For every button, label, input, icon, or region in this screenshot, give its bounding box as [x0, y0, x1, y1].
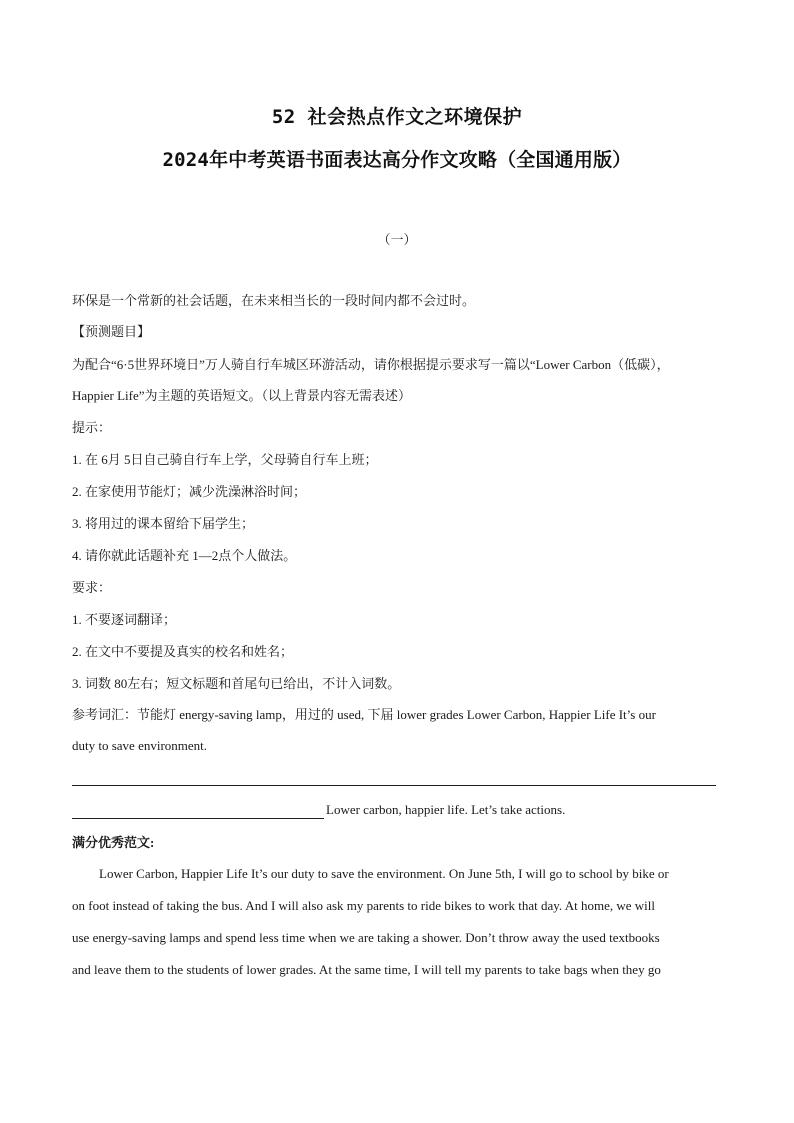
requirement-item: 2. 在文中不要提及真实的校名和姓名；: [72, 644, 294, 659]
document-subtitle: 2024年中考英语书面表达高分作文攻略（全国通用版）: [162, 149, 632, 171]
section-label: （一）: [377, 232, 417, 247]
hint-item: 1. 在 6月 5日自己骑自行车上学，父母骑自行车上班；: [72, 452, 378, 467]
prompt-text-line: 为配合“6·5世界环境日”万人骑自行车城区环游活动，请你根据提示要求写一篇以“Lower Carbon（低碳），: [72, 357, 670, 372]
document-title: 52 社会热点作文之环境保护: [271, 106, 523, 128]
requirements-label: 要求：: [72, 580, 112, 595]
requirement-item: 3. 词数 80左右；短文标题和首尾句已给出，不计入词数。: [72, 676, 401, 691]
essay-line: and leave them to the students of lower grades. At the same time, I will tell my parents to take bags when they go: [72, 962, 661, 977]
hints-label: 提示：: [72, 420, 112, 435]
prompt-text-line: Happier Life”为主题的英语短文。（以上背景内容无需表述）: [72, 388, 412, 403]
intro-text: 环保是一个常新的社会话题，在未来相当长的一段时间内都不会过时。: [72, 293, 476, 308]
hint-item: 2. 在家使用节能灯；减少洗澡淋浴时间；: [72, 484, 307, 499]
essay-line: Lower Carbon, Happier Life It’s our duty to save the environment. On June 5th, I will go to school by bike or: [99, 866, 669, 881]
vocab-line: 参考词汇：节能灯 energy-saving lamp，用过的 used, 下届 lower grades Lower Carbon, Happier Life It’s our: [72, 707, 656, 722]
answer-line: [72, 785, 716, 786]
hint-item: 3. 将用过的课本留给下届学生；: [72, 516, 255, 531]
prompt-heading: 【预测题目】: [72, 324, 151, 339]
model-heading: 满分优秀范文:: [72, 835, 155, 850]
vocab-line: duty to save environment.: [72, 738, 208, 753]
essay-line: on foot instead of taking the bus. And I will also ask my parents to ride bikes to work that day. At home, we will: [72, 898, 655, 913]
hint-item: 4. 请你就此话题补充 1—2点个人做法。: [72, 548, 297, 563]
essay-line: use energy-saving lamps and spend less time when we are taking a shower. Don’t throw away the used textbooks: [72, 930, 660, 945]
requirement-item: 1. 不要逐词翻译；: [72, 612, 177, 627]
answer-blank: [72, 803, 324, 819]
answer-end-sentence: Lower carbon, happier life. Let’s take actions.: [326, 802, 566, 817]
